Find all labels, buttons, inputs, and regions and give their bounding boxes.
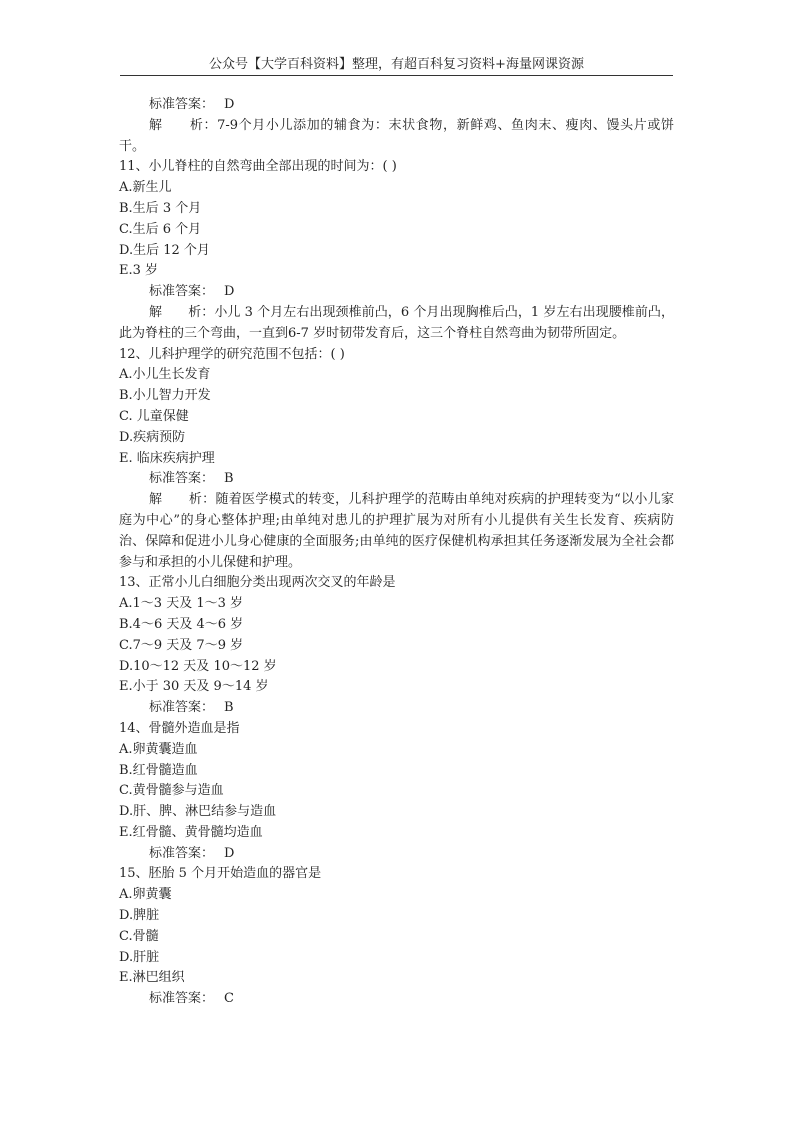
option-item: A.卵黄囊造血 <box>119 741 198 757</box>
answer-value: B <box>224 471 234 487</box>
question-stem: 15、胚胎 5 个月开始造血的器官是 <box>119 866 322 882</box>
option-item: C. 儿童保健 <box>119 408 189 424</box>
answer-line: 标准答案： B <box>149 471 234 487</box>
option-item: E. 临床疾病护理 <box>119 450 215 466</box>
option-item: C.7～9 天及 7～9 岁 <box>119 637 244 653</box>
question-stem: 12、儿科护理学的研究范围不包括：( ) <box>119 346 345 362</box>
option-item: D.生后 12 个月 <box>119 242 210 258</box>
option-item: D.肝脏 <box>119 949 160 965</box>
option-item: B.红骨髓造血 <box>119 762 198 778</box>
option-item: A.卵黄囊 <box>119 887 172 903</box>
option-item: E.小于 30 天及 9～14 岁 <box>119 679 269 695</box>
answer-value: B <box>224 700 234 716</box>
answer-value: D <box>224 97 235 112</box>
option-item: A.小儿生长发育 <box>119 367 211 383</box>
question-stem: 14、骨髓外造血是指 <box>119 720 240 736</box>
page-header: 公众号【大学百科资料】整理，有超百科复习资料+海量网课资源 <box>120 56 673 76</box>
analysis-paragraph: 解 析：随着医学模式的转变，儿科护理学的范畴由单纯对疾病的护理转变为“以小儿家庭为中心”的身心整体护理;由单纯对患儿的护理扩展为对所有小儿提供有关生长发育、疾病防治、保障和促进小儿身心健康的全面服务;由单纯的医疗保健机构承担其任务逐渐发展为全社会都参与和承担的小儿保健和护理。 <box>119 492 674 570</box>
question-stem: 11、小儿脊柱的自然弯曲全部出现的时间为：( ) <box>119 159 397 175</box>
option-item: E.红骨髓、黄骨髓均造血 <box>119 824 263 840</box>
answer-value: D <box>224 845 235 861</box>
option-item: B.小儿智力开发 <box>119 388 211 404</box>
option-item: C.黄骨髓参与造血 <box>119 783 224 799</box>
option-item: B.4～6 天及 4～6 岁 <box>119 616 244 632</box>
option-item: D.10～12 天及 10～12 岁 <box>119 658 277 674</box>
answer-line: 标准答案： D <box>149 284 235 300</box>
analysis-paragraph: 解 析：小儿 3 个月左右出现颈椎前凸，6 个月出现胸椎后凸，1 岁左右出现腰椎前凸，此为脊柱的三个弯曲，一直到6-7 岁时韧带发育后，这三个脊柱自然弯曲为韧带所固定。 <box>119 304 674 341</box>
analysis-paragraph: 解 析：7-9个月小儿添加的辅食为：末状食物，新鲜鸡、鱼肉末、瘦肉、馒头片或饼干。 <box>119 117 674 154</box>
option-item: C.生后 6 个月 <box>119 221 202 237</box>
answer-value: C <box>224 991 234 1007</box>
option-item: C.骨髓 <box>119 928 159 944</box>
option-item: D.脾脏 <box>119 908 160 924</box>
answer-value: D <box>224 284 235 300</box>
option-item: B.生后 3 个月 <box>119 200 202 216</box>
option-item: D.疾病预防 <box>119 429 186 445</box>
option-item: A.1～3 天及 1～3 岁 <box>119 596 244 612</box>
question-stem: 13、正常小儿白细胞分类出现两次交叉的年龄是 <box>119 575 396 591</box>
option-item: D.肝、脾、淋巴结参与造血 <box>119 804 277 820</box>
document-body <box>119 95 674 1010</box>
answer-line: 标准答案： C <box>149 991 234 1007</box>
option-item: E.淋巴组织 <box>119 970 185 986</box>
answer-line: 标准答案： D <box>149 845 235 861</box>
answer-line: 标准答案： B <box>149 700 234 716</box>
option-item: A.新生儿 <box>119 180 172 196</box>
answer-line: 标准答案： D <box>149 97 235 112</box>
option-item: E.3 岁 <box>119 263 159 279</box>
